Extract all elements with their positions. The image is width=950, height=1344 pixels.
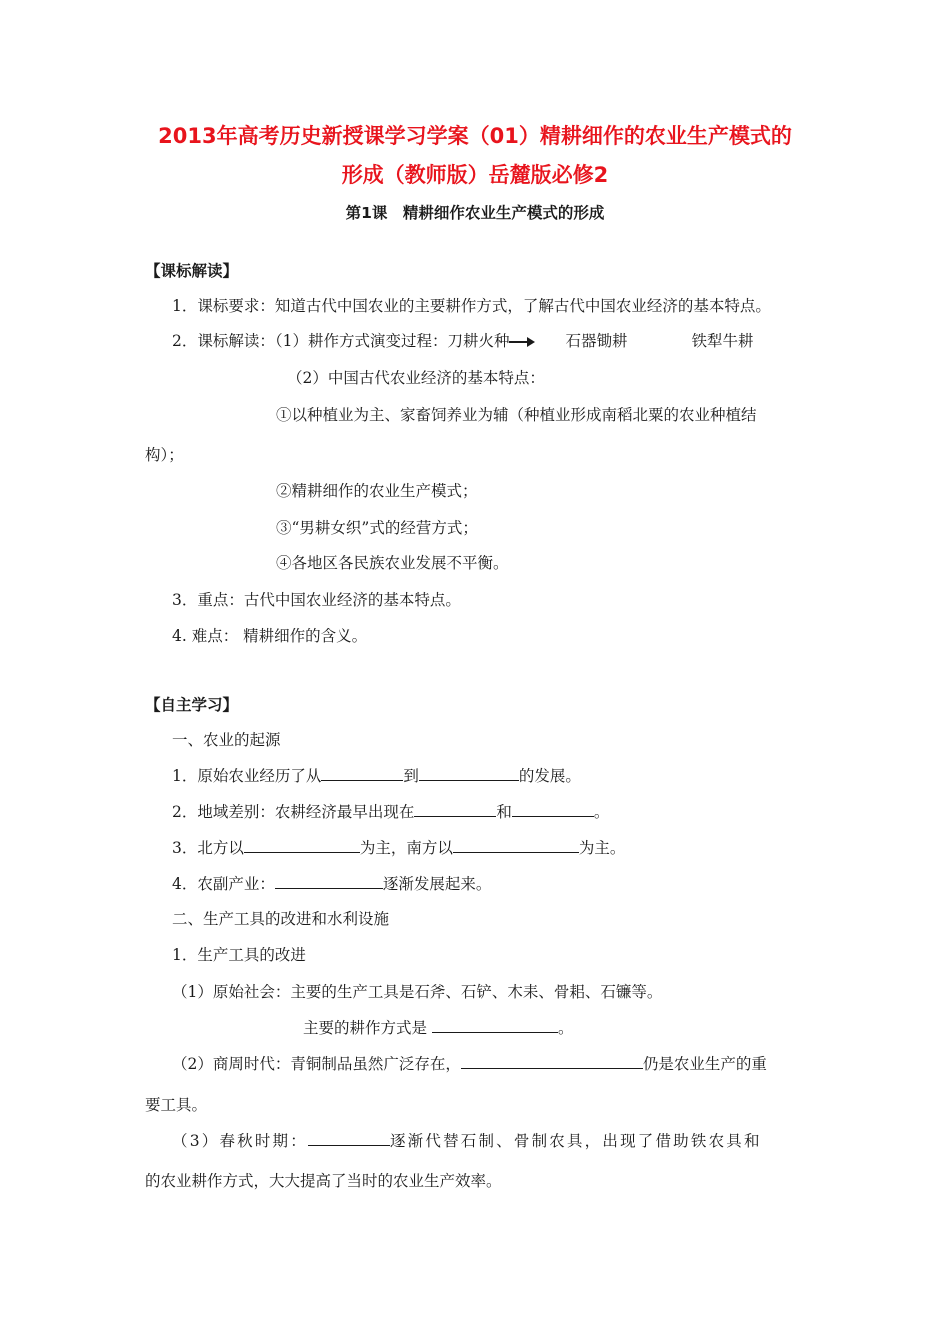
fill-blank[interactable] <box>432 1018 558 1033</box>
question-1-text-c: 的发展。 <box>518 767 581 785</box>
curriculum-item-2-mid: 石器锄耕 <box>565 332 628 350</box>
paragraph-1b-text-b: 。 <box>557 1019 574 1037</box>
question-4-text-b: 逐渐发展起来。 <box>382 875 492 893</box>
lesson-title: 第1课 精耕细作农业生产模式的形成 <box>345 204 605 222</box>
document-title-line-2: 形成（教师版）岳麓版必修2 <box>341 163 609 187</box>
subsection-1-heading: 1．生产工具的改进 <box>172 946 306 964</box>
question-1 <box>172 766 581 786</box>
curriculum-item-3: 3．重点：古代中国农业经济的基本特点。 <box>172 591 461 609</box>
question-3-text-a: 3．北方以 <box>172 839 244 857</box>
paragraph-3-text-b: 逐渐代替石制、骨制农具，出现了借助铁农具和 <box>389 1132 762 1150</box>
paragraph-2-text-b: 仍是农业生产的重 <box>642 1055 767 1073</box>
question-3-text-b: 为主，南方以 <box>359 839 453 857</box>
curriculum-item-1: 1．课标要求：知道古代中国农业的主要耕作方式，了解古代中国农业经济的基本特点。 <box>172 297 771 315</box>
feature-point-4: ④各地区各民族农业发展不平衡。 <box>276 554 509 572</box>
curriculum-heading: 【课标解读】 <box>145 262 239 280</box>
question-4-text-a: 4．农副产业： <box>172 875 275 893</box>
curriculum-sub-2: （2）中国古代农业经济的基本特点： <box>287 369 545 387</box>
feature-point-3: ③“男耕女织”式的经营方式； <box>276 519 478 537</box>
question-3 <box>172 838 625 858</box>
question-1-text-a: 1．原始农业经历了从 <box>172 767 322 785</box>
paragraph-3 <box>172 1131 762 1151</box>
fill-blank[interactable] <box>414 802 496 817</box>
fill-blank[interactable] <box>512 802 594 817</box>
fill-blank[interactable] <box>453 838 579 853</box>
feature-point-1b: 构）； <box>145 446 184 464</box>
question-2-text-a: 2．地域差别：农耕经济最早出现在 <box>172 803 415 821</box>
feature-point-1a: ①以种植业为主、家畜饲养业为辅（种植业形成南稻北粟的农业种植结 <box>276 406 757 424</box>
section-2-heading: 二、生产工具的改进和水利设施 <box>172 910 390 928</box>
question-4 <box>172 874 491 894</box>
fill-blank[interactable] <box>308 1131 390 1146</box>
paragraph-1b-text-a: 主要的耕作方式是 <box>303 1019 432 1037</box>
paragraph-2 <box>172 1054 767 1074</box>
curriculum-item-2 <box>172 331 754 351</box>
paragraph-2-text-a: （2）商周时代：青铜制品虽然广泛存在， <box>172 1055 461 1073</box>
paragraph-3-text-a: （3）春秋时期： <box>172 1132 308 1150</box>
feature-point-2: ②精耕细作的农业生产模式； <box>276 482 478 500</box>
fill-blank[interactable] <box>244 838 360 853</box>
curriculum-item-2-end: 铁犁牛耕 <box>691 332 754 350</box>
section-1-heading: 一、农业的起源 <box>172 731 281 749</box>
paragraph-2c: 要工具。 <box>145 1096 208 1114</box>
question-2 <box>172 802 609 822</box>
document-title-line-1: 2013年高考历史新授课学习学案（01）精耕细作的农业生产模式的 <box>158 124 792 148</box>
paragraph-1b <box>303 1018 573 1038</box>
paragraph-1: （1）原始社会：主要的生产工具是石斧、石铲、木耒、骨耜、石镰等。 <box>172 983 663 1001</box>
curriculum-item-2-prefix: 2．课标解读：（1）耕作方式演变过程：刀耕火种 <box>172 332 510 350</box>
fill-blank[interactable] <box>275 874 383 889</box>
fill-blank[interactable] <box>461 1054 643 1069</box>
fill-blank[interactable] <box>419 766 519 781</box>
question-1-text-b: 到 <box>403 767 419 785</box>
question-2-text-c: 。 <box>593 803 610 821</box>
curriculum-item-4: 4. 难点： 精耕细作的含义。 <box>172 627 368 645</box>
question-3-text-c: 为主。 <box>578 839 626 857</box>
fill-blank[interactable] <box>321 766 403 781</box>
question-2-text-b: 和 <box>496 803 512 821</box>
paragraph-3c: 的农业耕作方式，大大提高了当时的农业生产效率。 <box>145 1172 502 1190</box>
self-study-heading: 【自主学习】 <box>145 696 239 714</box>
arrow-icon <box>509 337 535 347</box>
